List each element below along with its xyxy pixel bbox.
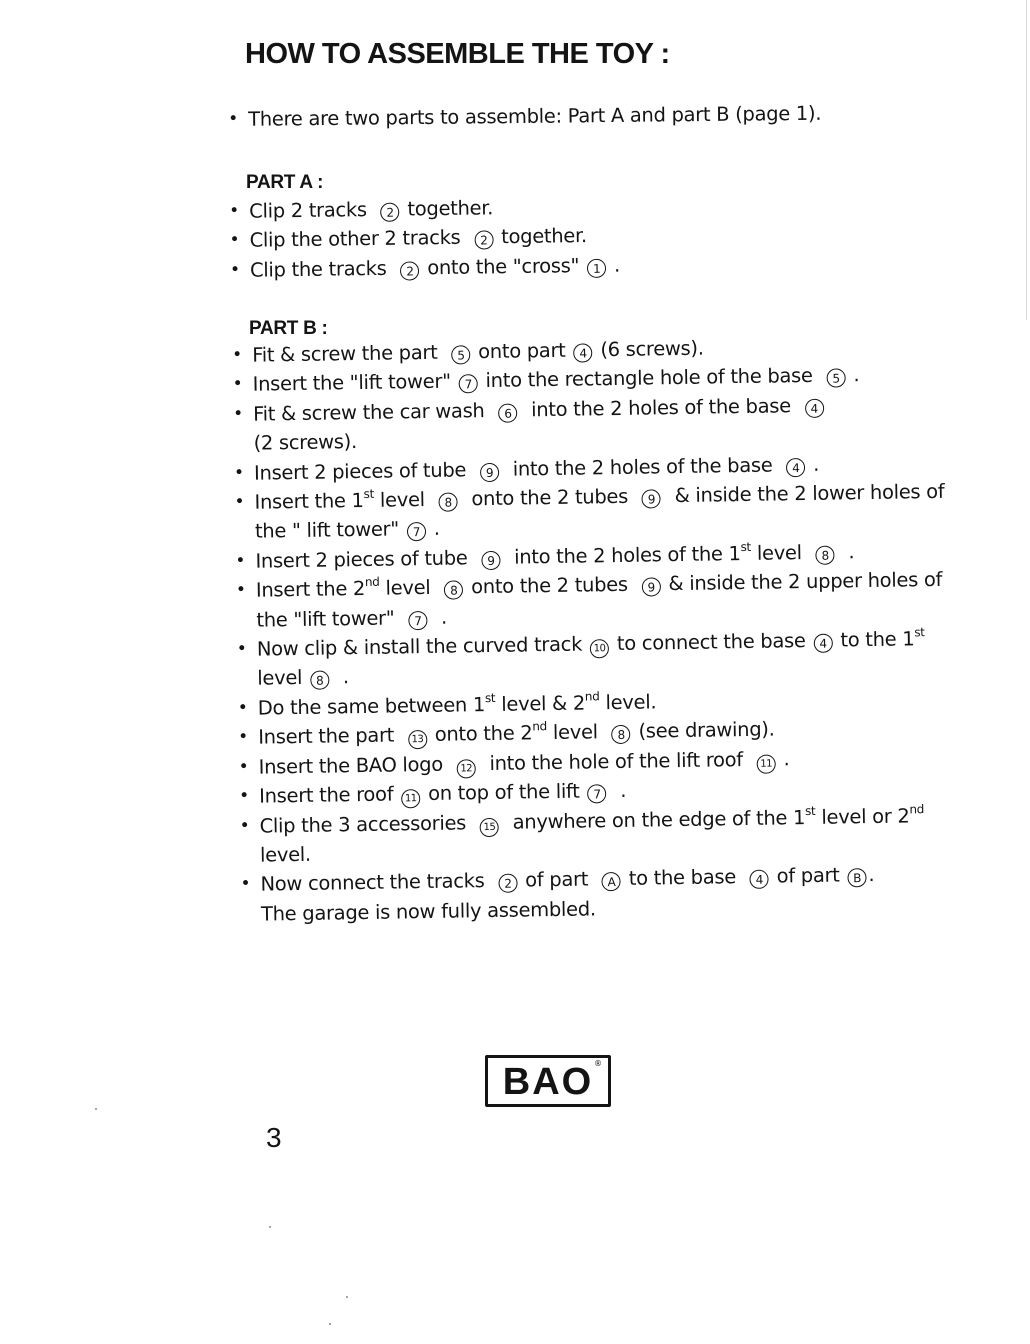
step-text: Insert 2 pieces of tube: [253, 457, 467, 485]
step-text: .: [433, 517, 440, 541]
ordinal-suffix: nd: [364, 574, 380, 590]
step-text: level: [385, 576, 431, 600]
ordinal-suffix: nd: [584, 689, 600, 704]
part-number-badge: 9: [481, 551, 500, 570]
step-text: onto part: [478, 338, 566, 364]
ordinal-suffix: nd: [909, 801, 925, 816]
step-text: .: [812, 452, 820, 476]
part-b-list: [232, 330, 966, 929]
ordinal-suffix: nd: [532, 719, 548, 734]
part-number-badge: 5: [451, 345, 470, 364]
part-number-badge: 5: [826, 369, 845, 388]
part-letter-badge: B: [847, 868, 866, 887]
step-text: Insert the 2: [255, 577, 366, 602]
step-text: Insert the 1: [254, 488, 364, 514]
step-text: & inside the 2 lower holes of the " lift tower": [254, 479, 945, 544]
part-number-badge: 12: [457, 759, 476, 778]
part-number-badge: 15: [480, 817, 499, 836]
part-number-badge: 7: [587, 784, 606, 803]
step-text: .: [848, 540, 855, 564]
step-text: Insert the roof: [258, 782, 394, 808]
step-text: .: [342, 665, 349, 689]
part-letter-badge: A: [602, 872, 621, 891]
step-text: Clip the tracks: [249, 256, 387, 282]
part-number-badge: 4: [805, 399, 824, 418]
step-text: to connect the base: [616, 629, 806, 656]
part-number-badge: 9: [641, 578, 660, 597]
step-text: level: [552, 720, 598, 745]
part-number-badge: 4: [786, 458, 805, 477]
step-text: together.: [501, 224, 588, 249]
part-number-badge: 4: [573, 343, 592, 362]
step-text: onto the 2 tubes: [470, 573, 628, 599]
part-number-badge: 4: [750, 870, 769, 889]
step-text: Do the same between 1: [257, 692, 486, 720]
step-text: into the hole of the lift roof: [489, 747, 744, 775]
step-text: (see drawing).: [638, 717, 775, 743]
part-number-badge: 8: [444, 581, 463, 600]
intro-list: [228, 99, 821, 135]
step-text: level.: [605, 690, 657, 715]
step-text: level or 2: [821, 803, 910, 829]
ordinal-suffix: st: [740, 539, 751, 554]
step-text: onto the 2: [434, 721, 533, 747]
step-text: on top of the lift: [427, 779, 580, 806]
part-a-heading: PART A :: [246, 172, 324, 193]
ordinal-suffix: st: [914, 625, 925, 640]
step-text: level: [257, 666, 303, 691]
scan-speck: [329, 1323, 331, 1325]
part-number-badge: 2: [380, 203, 399, 222]
part-a-list: [229, 192, 620, 286]
step-text: level & 2: [501, 691, 586, 716]
intro-item: • There are two parts to assemble: Part A and part B (page 1).: [228, 99, 821, 135]
step-text: Insert the "lift tower": [252, 369, 451, 397]
step-text: Clip the 3 accessories: [259, 810, 467, 838]
step-text: The garage is now fully assembled.: [260, 897, 596, 926]
step-text: onto the 2 tubes: [471, 484, 629, 511]
page-number: 3: [266, 1122, 282, 1153]
step-text: Now clip & install the curved track: [256, 632, 583, 661]
step-text: & inside the 2 upper holes of the "lift tower": [256, 568, 943, 632]
step-text: together.: [407, 196, 494, 221]
ordinal-suffix: st: [363, 486, 375, 501]
part-number-badge: 4: [813, 634, 832, 653]
step-text: into the 2 holes of the base: [530, 394, 791, 422]
step-text: of part: [776, 863, 840, 888]
step-text: (6 screws).: [600, 336, 704, 362]
step-text: .: [613, 253, 621, 277]
step-text: Clip 2 tracks: [249, 198, 367, 223]
scan-speck: [269, 1226, 271, 1228]
part-number-badge: 11: [757, 754, 776, 773]
part-number-badge: 8: [310, 671, 329, 690]
step-text: Insert 2 pieces of tube: [255, 546, 468, 573]
list-item: [230, 250, 620, 285]
step-text: to the base: [628, 865, 737, 891]
scan-speck: [95, 1108, 97, 1110]
step-text: Fit & screw the car wash: [252, 398, 485, 426]
scan-edge-line: [1026, 0, 1027, 320]
step-text: Fit & screw the part: [252, 340, 438, 367]
step-text: .: [620, 778, 627, 803]
part-number-badge: 9: [642, 489, 661, 508]
part-number-badge: 7: [459, 375, 478, 394]
step-text: .: [853, 363, 860, 387]
step-text: .: [868, 863, 875, 887]
step-text: anywhere on the edge of the 1: [512, 805, 806, 834]
logo-text: BAO: [502, 1061, 594, 1103]
part-number-badge: 1: [587, 259, 606, 278]
page-title: HOW TO ASSEMBLE THE TOY :: [245, 38, 670, 70]
step-text: into the rectangle hole of the base: [485, 364, 813, 393]
step-text: level.: [259, 842, 312, 867]
part-number-badge: 6: [498, 403, 517, 422]
list-item: [240, 859, 966, 929]
part-number-badge: 10: [590, 639, 609, 658]
ordinal-suffix: st: [484, 690, 496, 705]
step-text: Now connect the tracks: [260, 869, 485, 896]
part-number-badge: 13: [408, 730, 427, 749]
step-text: of part: [525, 867, 589, 892]
step-text: .: [440, 605, 448, 629]
part-number-badge: 7: [407, 522, 426, 541]
scan-speck: [346, 1296, 348, 1298]
step-text: (2 screws).: [253, 430, 358, 455]
part-number-badge: 2: [474, 231, 493, 250]
step-text: Clip the other 2 tracks: [249, 226, 461, 253]
step-text: level: [379, 488, 425, 512]
step-text: into the 2 holes of the 1: [513, 541, 741, 569]
ordinal-suffix: st: [804, 803, 816, 818]
part-number-badge: 8: [439, 493, 458, 512]
part-number-badge: 8: [815, 545, 834, 564]
step-text: into the 2 holes of the base: [512, 453, 773, 481]
registered-mark: ®: [594, 1059, 602, 1068]
bao-logo: [485, 1055, 611, 1107]
step-text: Insert the part: [258, 723, 395, 749]
part-number-badge: 2: [400, 261, 419, 280]
part-number-badge: 2: [498, 874, 517, 893]
step-text: to the 1: [840, 627, 915, 652]
part-number-badge: 11: [401, 789, 420, 808]
step-text: level: [756, 540, 802, 565]
step-text: Insert the BAO logo: [258, 752, 444, 779]
part-number-badge: 9: [480, 462, 499, 481]
part-b-heading: PART B :: [249, 318, 328, 339]
step-text: onto the "cross": [427, 253, 580, 280]
part-number-badge: 7: [408, 611, 427, 630]
step-text: .: [783, 746, 790, 771]
part-number-badge: 8: [612, 725, 631, 744]
